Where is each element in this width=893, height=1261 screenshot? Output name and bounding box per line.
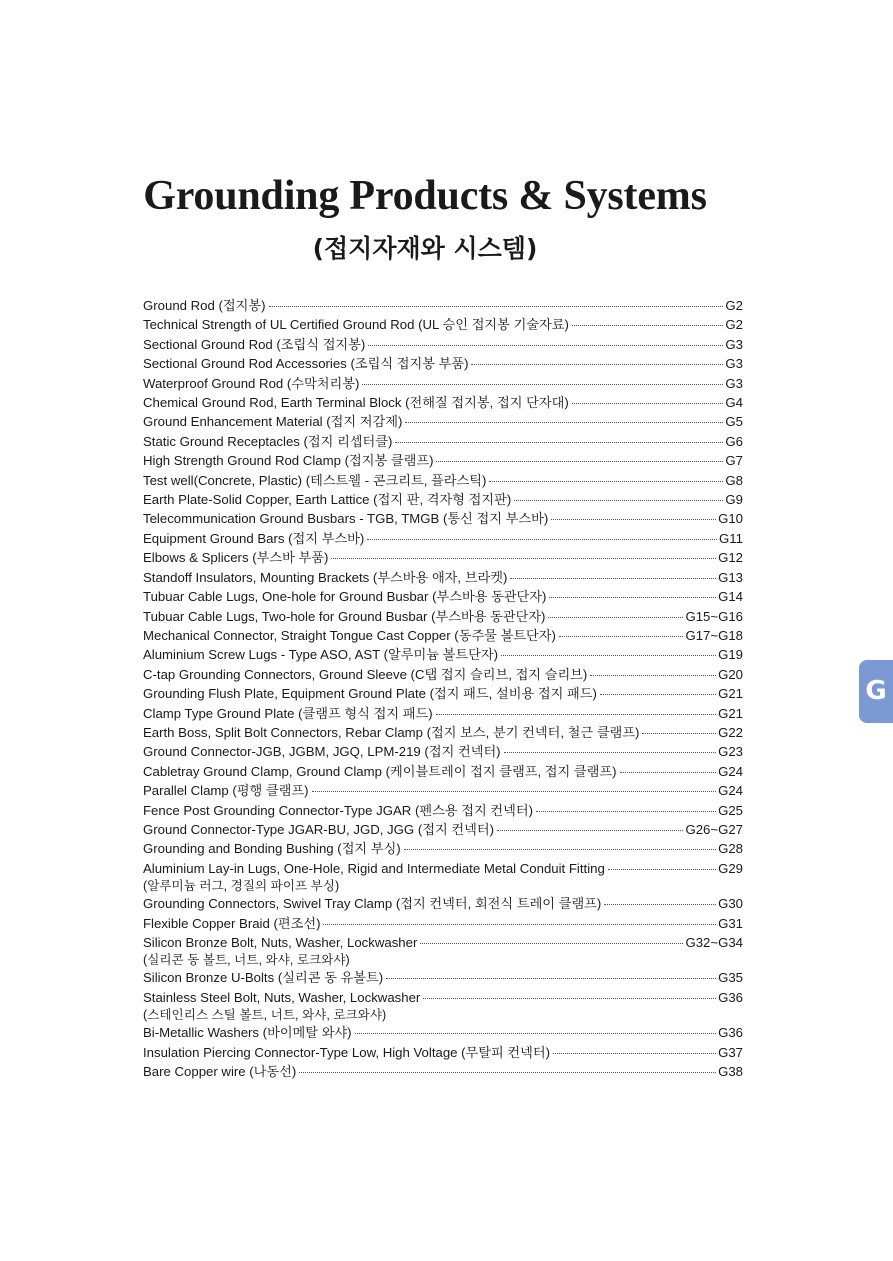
dot-leader [355,1032,716,1034]
toc-entry[interactable] [143,723,743,742]
toc-entry-title: Ground Rod (접지봉) [143,298,266,313]
table-of-contents [143,296,743,1081]
toc-page-number: G2 [725,317,743,333]
toc-entry-title: Flexible Copper Braid (편조선) [143,915,321,931]
toc-entry-title: Ground Connector-Type JGAR-BU, JGD, JGG (접지 컨넥터) [143,821,494,837]
toc-entry[interactable] [143,548,743,567]
toc-row [143,933,743,952]
toc-row [143,374,743,393]
toc-row [143,412,743,431]
toc-entry[interactable] [143,820,743,839]
dot-leader [420,942,683,944]
toc-row [143,509,743,528]
toc-entry-title: Fence Post Grounding Connector-Type JGAR (펜스용 접지 컨넥터) [143,802,533,818]
toc-page-number: G3 [725,336,743,352]
toc-entry-title: Standoff Insulators, Mounting Brackets (부스바용 애자, 브라켓) [143,569,508,585]
toc-row [143,801,743,820]
toc-row [143,781,743,800]
toc-entry[interactable] [143,894,743,913]
dot-leader [553,1052,716,1054]
toc-page-number: G26~G27 [685,821,743,837]
dot-leader [405,421,723,423]
toc-row [143,1023,743,1042]
toc-entry-title: Test well(Concrete, Plastic) (테스트웰 - 콘크리트, 플라스틱) [143,472,487,488]
toc-row [143,393,743,412]
toc-entry[interactable] [143,374,743,393]
toc-row [143,587,743,606]
toc-entry[interactable] [143,296,743,315]
toc-page-number: G30 [718,896,743,912]
toc-entry[interactable] [143,988,743,1023]
dot-leader [395,441,723,443]
toc-entry-title: Insulation Piercing Connector-Type Low, High Voltage (무탈피 컨넥터) [143,1044,551,1060]
dot-leader [436,713,716,715]
toc-page-number: G9 [725,492,743,508]
dot-leader [436,460,723,462]
toc-entry-title: High Strength Ground Rod Clamp (접지봉 클램프) [143,453,434,469]
toc-entry[interactable] [143,626,743,645]
toc-page-number: G32~G34 [685,935,743,950]
toc-page-number: G29 [718,860,743,876]
toc-entry-title: Telecommunication Ground Busbars - TGB, TMGB (통신 접지 부스바) [143,511,549,527]
toc-row [143,1043,743,1062]
toc-page-number: G5 [725,414,743,430]
toc-row [143,665,743,684]
dot-leader [471,363,723,365]
toc-page-number: G22 [718,724,743,740]
toc-page-number: G12 [718,550,743,566]
toc-entry-title: Earth Plate-Solid Copper, Earth Lattice (접지 판, 격자형 접지판) [143,492,512,508]
toc-entry[interactable] [143,839,743,858]
toc-row [143,859,743,878]
toc-page-number: G38 [718,1064,743,1080]
dot-leader [572,402,724,404]
dot-leader [514,499,723,501]
toc-entry-title: Silicon Bronze Bolt, Nuts, Washer, Lockwasher [143,935,418,950]
toc-entry[interactable] [143,568,743,587]
dot-leader [549,596,716,598]
toc-page-number: G20 [718,666,743,682]
toc-entry[interactable] [143,1023,743,1042]
toc-page-number: G35 [718,970,743,986]
toc-entry[interactable] [143,645,743,664]
dot-leader [620,771,717,773]
toc-entry[interactable] [143,762,743,781]
toc-row [143,839,743,858]
toc-entry-title: Ground Enhancement Material (접지 저감제) [143,414,403,430]
dot-leader [590,674,716,676]
toc-entry-title: C-tap Grounding Connectors, Ground Sleeve (C탭 접지 슬리브, 접지 슬리브) [143,666,588,682]
dot-leader [551,518,716,520]
toc-page-number: G8 [725,472,743,488]
toc-page-number: G15~G16 [685,608,743,624]
toc-row [143,894,743,913]
toc-row [143,471,743,490]
toc-entry[interactable] [143,801,743,820]
toc-entry[interactable] [143,607,743,626]
dot-leader [510,577,716,579]
toc-entry[interactable] [143,335,743,354]
toc-page-number: G36 [718,989,743,1005]
toc-row [143,1062,743,1081]
toc-row [143,988,743,1007]
dot-leader [604,903,716,905]
dot-leader [331,557,716,559]
toc-entry-title: Technical Strength of UL Certified Ground Rod (UL 승인 접지봉 기술자료) [143,317,569,333]
dot-leader [559,635,684,637]
toc-page-number: G23 [718,744,743,760]
toc-entry[interactable] [143,490,743,509]
toc-row [143,490,743,509]
toc-entry-title: Aluminium Screw Lugs - Type ASO, AST (알루미늄 볼트단자) [143,647,499,663]
toc-row [143,762,743,781]
toc-page-number: G14 [718,589,743,605]
toc-page-number: G17~G18 [685,627,743,643]
dot-leader [269,305,724,307]
toc-entry-title: Grounding Connectors, Swivel Tray Clamp (접지 컨넥터, 회전식 트레이 클램프) [143,896,602,912]
dot-leader [323,923,716,925]
dot-leader [404,848,716,850]
toc-entry[interactable] [143,412,743,431]
toc-entry-title: Grounding and Bonding Bushing (접지 부싱) [143,841,401,857]
toc-entry[interactable] [143,432,743,451]
dot-leader [368,344,723,346]
toc-page-number: G31 [718,915,743,931]
toc-row [143,914,743,933]
toc-page-number: G19 [718,647,743,663]
toc-page-number: G2 [725,298,743,313]
page-title: Grounding Products & Systems [143,173,707,219]
dot-leader [497,829,683,831]
toc-row [143,645,743,664]
dot-leader [572,324,723,326]
toc-page-number: G37 [718,1044,743,1060]
toc-entry-title: Sectional Ground Rod Accessories (조립식 접지봉 부품) [143,356,469,372]
toc-row [143,315,743,334]
toc-entry-subtitle: (알루미늄 러그, 경질의 파이프 부싱) [143,879,340,894]
toc-entry-title: Parallel Clamp (평행 클램프) [143,783,309,799]
toc-entry-subtitle: (실리콘 동 볼트, 너트, 와샤, 로크와샤) [143,953,350,968]
toc-entry-title: Equipment Ground Bars (접지 부스바) [143,530,365,546]
toc-row [143,704,743,723]
toc-entry[interactable] [143,1062,743,1081]
section-tab[interactable]: G [859,660,893,723]
dot-leader [386,977,716,979]
dot-leader [367,538,717,540]
toc-entry[interactable] [143,859,743,894]
toc-entry-subtitle: (스테인리스 스틸 볼트, 너트, 와샤, 로크와샤) [143,1008,387,1023]
toc-entry-title: Waterproof Ground Rod (수막처리봉) [143,375,360,391]
toc-entry[interactable] [143,665,743,684]
toc-entry[interactable] [143,587,743,606]
dot-leader [423,997,716,999]
toc-entry-title: Aluminium Lay-in Lugs, One-Hole, Rigid and Intermediate Metal Conduit Fitting [143,860,605,876]
toc-entry-title: Ground Connector-JGB, JGBM, JGQ, LPM-219 (접지 컨넥터) [143,744,501,760]
toc-row [143,723,743,742]
toc-row [143,820,743,839]
toc-entry-title: Tubuar Cable Lugs, One-hole for Ground Busbar (부스바용 동관단자) [143,589,547,605]
toc-entry-title: Cabletray Ground Clamp, Ground Clamp (케이블트레이 접지 클램프, 접지 클램프) [143,763,617,779]
toc-entry-title: Clamp Type Ground Plate (클램프 형식 접지 패드) [143,705,433,721]
toc-row [143,684,743,703]
toc-page-number: G4 [725,395,743,411]
toc-entry[interactable] [143,781,743,800]
toc-entry-title: Mechanical Connector, Straight Tongue Cast Copper (동주물 볼트단자) [143,627,556,643]
page-subtitle: (접지자재와 시스템) [312,234,538,263]
toc-page-number: G25 [718,802,743,818]
dot-leader [489,480,723,482]
toc-row [143,335,743,354]
toc-entry[interactable] [143,684,743,703]
toc-row [143,529,743,548]
toc-entry[interactable] [143,509,743,528]
toc-row [143,968,743,987]
toc-page-number: G28 [718,841,743,857]
toc-entry-title: Grounding Flush Plate, Equipment Ground Plate (접지 패드, 설비용 접지 패드) [143,686,597,702]
toc-row [143,451,743,470]
toc-entry-title: Tubuar Cable Lugs, Two-hole for Ground Busbar (부스바용 동관단자) [143,608,546,624]
toc-page-number: G36 [718,1025,743,1041]
toc-entry-title: Sectional Ground Rod (조립식 접지봉) [143,336,366,352]
dot-leader [299,1071,716,1073]
toc-entry[interactable] [143,529,743,548]
toc-row [143,354,743,373]
toc-entry[interactable] [143,742,743,761]
toc-row [143,607,743,626]
toc-entry[interactable] [143,914,743,933]
toc-entry-title: Bi-Metallic Washers (바이메탈 와샤) [143,1025,352,1041]
toc-entry-title: Static Ground Receptacles (접지 리셉터클) [143,433,393,449]
toc-entry[interactable] [143,471,743,490]
toc-entry[interactable] [143,315,743,334]
toc-row [143,568,743,587]
toc-row [143,626,743,645]
dot-leader [548,616,683,618]
toc-page-number: G7 [725,453,743,469]
dot-leader [501,654,716,656]
toc-entry[interactable] [143,933,743,968]
toc-entry[interactable] [143,1043,743,1062]
toc-page-number: G21 [718,705,743,721]
toc-page-number: G10 [718,511,743,527]
toc-entry-title: Earth Boss, Split Bolt Connectors, Rebar Clamp (접지 보스, 분기 컨넥터, 철근 클램프) [143,724,640,740]
toc-entry[interactable] [143,354,743,373]
toc-entry[interactable] [143,968,743,987]
dot-leader [536,810,716,812]
dot-leader [642,732,716,734]
dot-leader [504,751,716,753]
toc-page-number: G21 [718,686,743,702]
toc-entry[interactable] [143,704,743,723]
toc-row [143,296,743,315]
toc-entry-title: Elbows & Splicers (부스바 부품) [143,550,329,566]
toc-entry-title: Stainless Steel Bolt, Nuts, Washer, Lockwasher [143,989,421,1005]
toc-entry-title: Silicon Bronze U-Bolts (실리콘 동 유볼트) [143,970,384,986]
toc-entry-title: Chemical Ground Rod, Earth Terminal Block (전해질 접지봉, 접지 단자대) [143,395,569,411]
dot-leader [600,693,716,695]
toc-row [143,742,743,761]
dot-leader [312,790,717,792]
toc-row [143,432,743,451]
toc-page-number: G3 [725,375,743,391]
toc-page-number: G6 [725,433,743,449]
dot-leader [362,383,723,385]
dot-leader [608,868,716,870]
toc-page-number: G24 [718,783,743,799]
toc-entry-title: Bare Copper wire (나동선) [143,1064,297,1080]
toc-entry[interactable] [143,393,743,412]
toc-page-number: G3 [725,356,743,372]
toc-row [143,548,743,567]
toc-entry[interactable] [143,451,743,470]
toc-page-number: G11 [719,530,743,546]
toc-page-number: G24 [718,763,743,779]
toc-page-number: G13 [718,569,743,585]
